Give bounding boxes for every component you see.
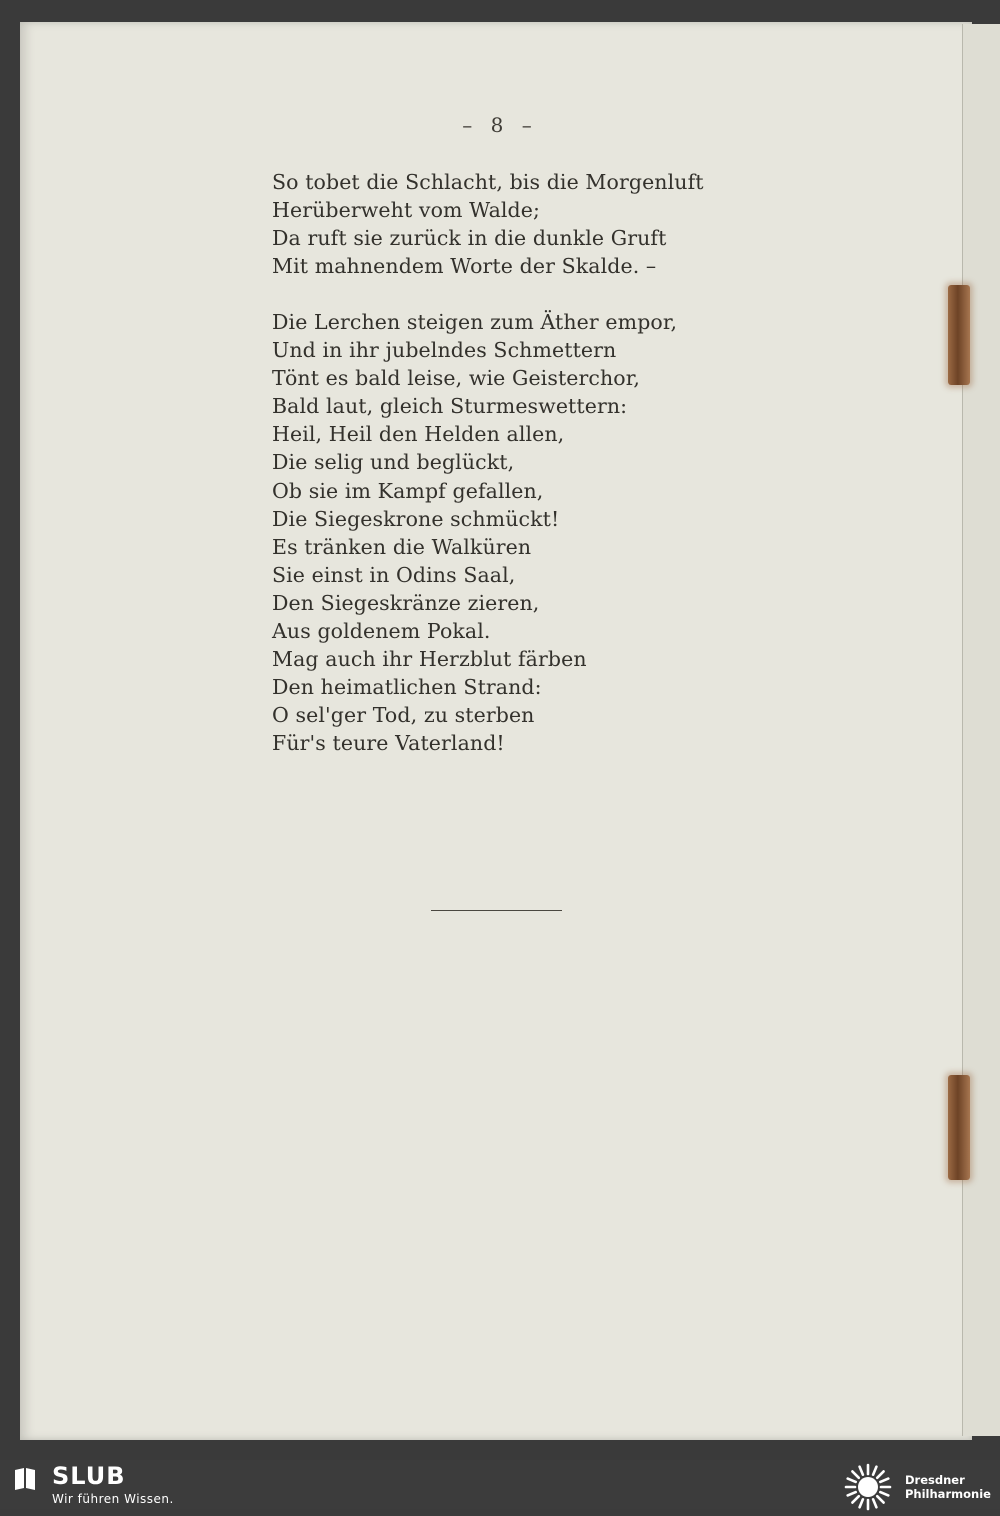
slub-tagline: Wir führen Wissen. bbox=[52, 1492, 174, 1506]
poem-stanza-2 bbox=[272, 308, 677, 758]
philharmonie-name-line-1: Dresdner bbox=[905, 1473, 965, 1487]
footer-bar bbox=[0, 1460, 1000, 1509]
poem-line: O sel'ger Tod, zu sterben bbox=[272, 703, 535, 728]
poem-line: Da ruft sie zurück in die dunkle Gruft bbox=[272, 226, 667, 251]
poem-line: Die Lerchen steigen zum Äther empor, bbox=[272, 310, 678, 334]
page-number: – 8 – bbox=[462, 113, 538, 137]
philharmonie-name-line-2: Philharmonie bbox=[905, 1487, 991, 1501]
sunburst-logo-icon[interactable] bbox=[843, 1462, 893, 1512]
poem-line: Mit mahnendem Worte der Skalde. – bbox=[272, 254, 657, 279]
adjacent-page-edge bbox=[962, 24, 1000, 1436]
poem-line: Und in ihr jubelndes Schmettern bbox=[272, 338, 617, 363]
poem-line: Herüberweht vom Walde; bbox=[272, 198, 541, 223]
slub-logo-text[interactable]: SLUB bbox=[52, 1462, 126, 1490]
book-icon[interactable] bbox=[12, 1466, 38, 1492]
poem-line: Bald laut, gleich Sturmeswettern: bbox=[272, 394, 628, 419]
poem-line: Tönt es bald leise, wie Geisterchor, bbox=[272, 366, 641, 391]
poem-line: Heil, Heil den Helden allen, bbox=[272, 422, 565, 447]
staple-bottom bbox=[948, 1075, 970, 1180]
poem-line: Sie einst in Odins Saal, bbox=[272, 562, 516, 587]
poem-stanza-1 bbox=[272, 168, 704, 280]
poem-line: So tobet die Schlacht, bis die Morgenluft bbox=[272, 170, 704, 194]
poem-line: Die Siegeskrone schmückt! bbox=[272, 506, 560, 531]
poem-line: Die selig und beglückt, bbox=[272, 450, 515, 475]
poem-line: Mag auch ihr Herzblut färben bbox=[272, 647, 587, 672]
poem-line: Für's teure Vaterland! bbox=[272, 731, 505, 756]
poem-line: Aus goldenem Pokal. bbox=[272, 619, 491, 644]
section-divider bbox=[431, 910, 562, 911]
poem-line: Ob sie im Kampf gefallen, bbox=[272, 478, 544, 503]
poem-line: Den Siegeskränze zieren, bbox=[272, 590, 540, 615]
poem-line: Den heimatlichen Strand: bbox=[272, 675, 542, 700]
staple-top bbox=[948, 285, 970, 385]
poem-line: Es tränken die Walküren bbox=[272, 534, 532, 559]
